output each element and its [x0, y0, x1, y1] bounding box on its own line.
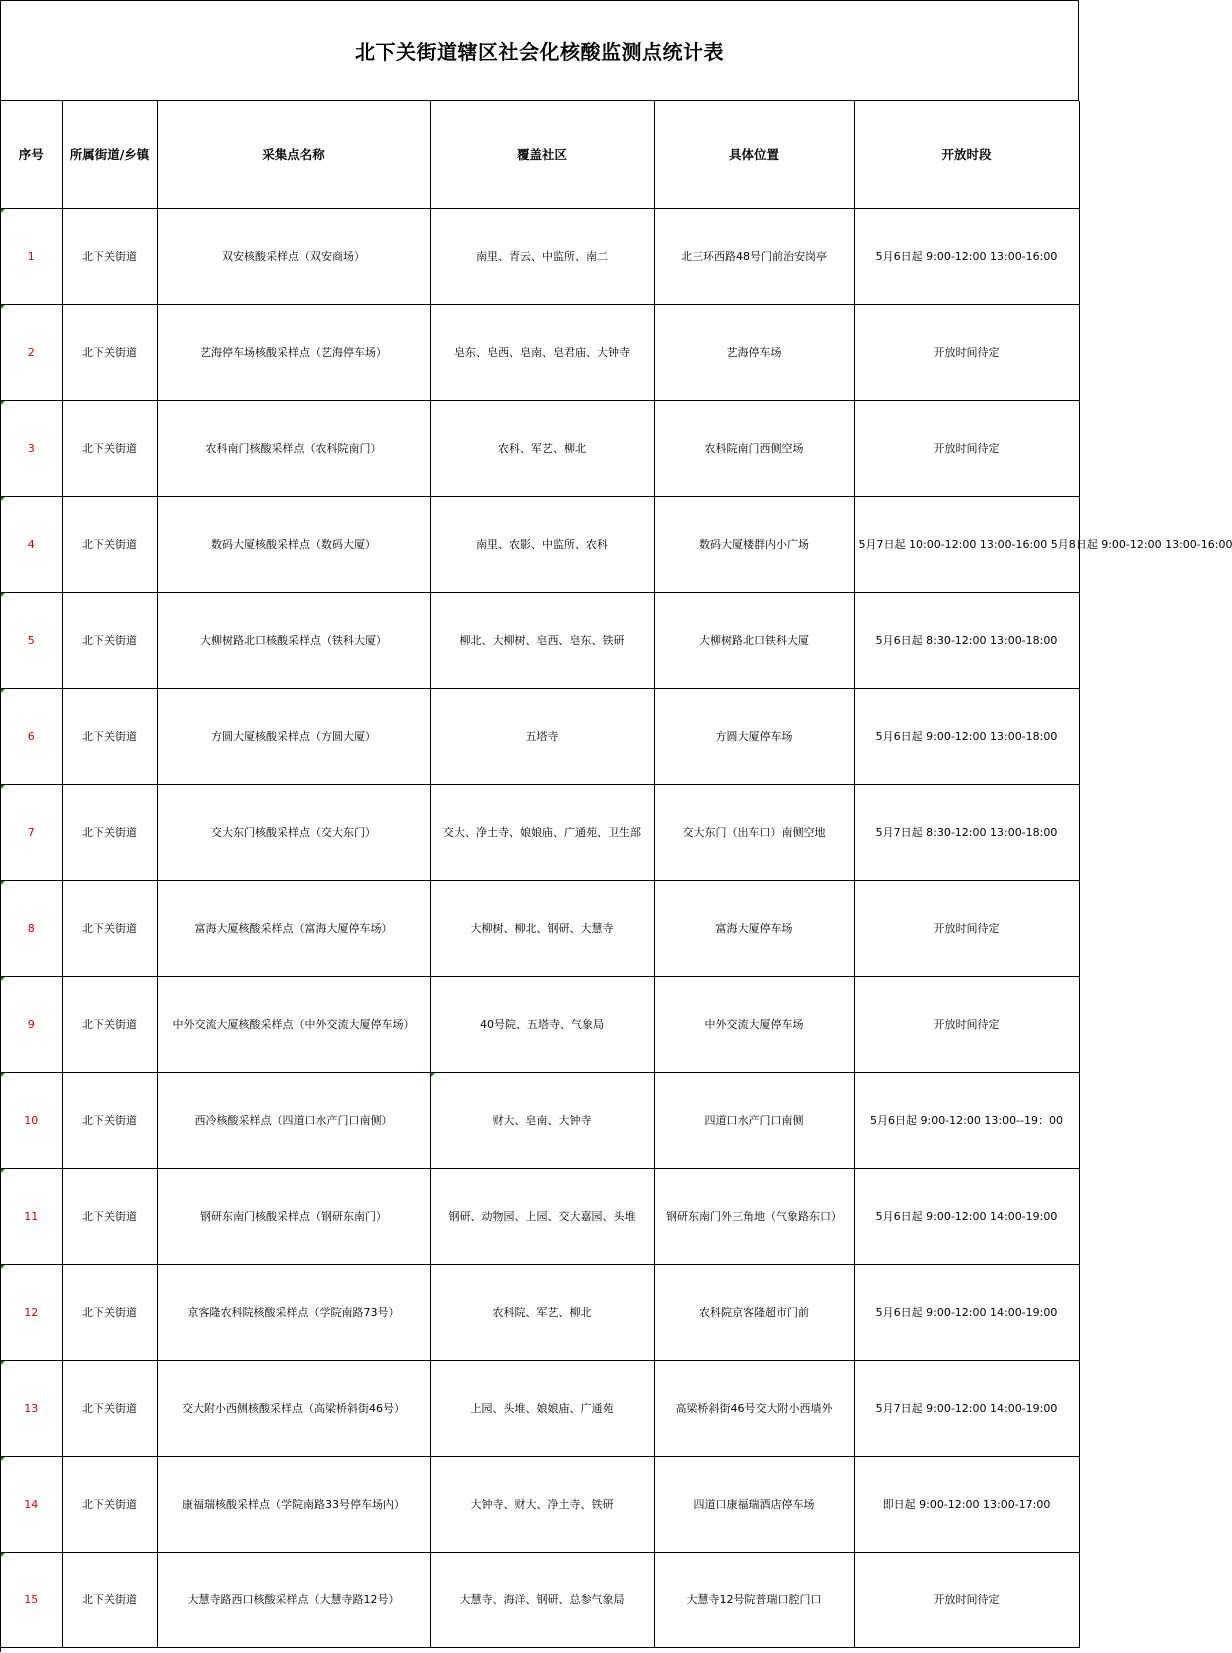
cell-communities[interactable]: 财大、皂南、大钟寺 [430, 1073, 654, 1169]
cell-location[interactable]: 钢研东南门外三角地（气象路东口） [654, 1169, 854, 1265]
cell-hours[interactable]: 5月6日起 9:00-12:00 14:00-19:00 [854, 1169, 1079, 1265]
cell-seq[interactable]: 4 [1, 497, 62, 593]
cell-communities[interactable]: 大柳树、柳北、钢研、大慧寺 [430, 881, 654, 977]
cell-site-name[interactable]: 钢研东南门核酸采样点（钢研东南门） [157, 1169, 430, 1265]
cell-location[interactable]: 方圆大厦停车场 [654, 689, 854, 785]
cell-site-name[interactable]: 大柳树路北口核酸采样点（铁科大厦） [157, 593, 430, 689]
table-row [1, 881, 1079, 977]
header-seq: 序号 [1, 101, 62, 209]
cell-district[interactable]: 北下关街道 [62, 497, 157, 593]
cell-hours[interactable]: 5月7日起 9:00-12:00 14:00-19:00 [854, 1361, 1079, 1457]
cell-hours[interactable]: 即日起 9:00-12:00 13:00-17:00 [854, 1457, 1079, 1553]
cell-district[interactable]: 北下关街道 [62, 1361, 157, 1457]
cell-seq[interactable]: 13 [1, 1361, 62, 1457]
cell-seq[interactable]: 12 [1, 1265, 62, 1361]
table-row [1, 1457, 1079, 1553]
cell-seq[interactable]: 9 [1, 977, 62, 1073]
table-row [1, 785, 1079, 881]
cell-communities[interactable]: 农科院、军艺、柳北 [430, 1265, 654, 1361]
cell-location[interactable]: 大慧寺12号院普瑞口腔门口 [654, 1553, 854, 1648]
cell-site-name[interactable]: 交大附小西侧核酸采样点（高梁桥斜街46号） [157, 1361, 430, 1457]
table-row [1, 977, 1079, 1073]
cell-location[interactable]: 农科院南门西侧空场 [654, 401, 854, 497]
cell-seq[interactable]: 7 [1, 785, 62, 881]
cell-district[interactable]: 北下关街道 [62, 1073, 157, 1169]
cell-location[interactable]: 交大东门（出车口）南侧空地 [654, 785, 854, 881]
cell-district[interactable]: 北下关街道 [62, 593, 157, 689]
cell-seq[interactable]: 3 [1, 401, 62, 497]
cell-hours[interactable]: 5月6日起 9:00-12:00 14:00-19:00 [854, 1265, 1079, 1361]
cell-district[interactable]: 北下关街道 [62, 689, 157, 785]
cell-site-name[interactable]: 双安核酸采样点（双安商场） [157, 209, 430, 305]
cell-location[interactable]: 富海大厦停车场 [654, 881, 854, 977]
cell-marker-icon [1, 785, 5, 789]
table-row [1, 1553, 1079, 1648]
cell-site-name[interactable]: 中外交流大厦核酸采样点（中外交流大厦停车场） [157, 977, 430, 1073]
cell-marker-icon [1, 593, 5, 597]
cell-hours[interactable]: 5月6日起 9:00-12:00 13:00-16:00 [854, 209, 1079, 305]
page-title: 北下关街道辖区社会化核酸监测点统计表 [355, 40, 724, 64]
cell-communities[interactable]: 40号院、五塔寺、气象局 [430, 977, 654, 1073]
cell-hours[interactable]: 开放时间待定 [854, 881, 1079, 977]
cell-seq[interactable]: 11 [1, 1169, 62, 1265]
table-row [1, 1169, 1079, 1265]
cell-marker-icon [1, 497, 5, 501]
cell-marker-icon [1, 881, 5, 885]
table-row [1, 209, 1079, 305]
cell-hours[interactable]: 开放时间待定 [854, 977, 1079, 1073]
cell-communities[interactable]: 南里、农影、中监所、农科 [430, 497, 654, 593]
cell-communities[interactable]: 上园、头堆、娘娘庙、广通苑 [430, 1361, 654, 1457]
cell-location[interactable]: 艺海停车场 [654, 305, 854, 401]
cell-site-name[interactable]: 方圆大厦核酸采样点（方圆大厦） [157, 689, 430, 785]
cell-district[interactable]: 北下关街道 [62, 209, 157, 305]
cell-site-name[interactable]: 大慧寺路西口核酸采样点（大慧寺路12号） [157, 1553, 430, 1648]
table-row [1, 689, 1079, 785]
cell-marker-icon [1, 401, 5, 405]
table-row [1, 401, 1079, 497]
cell-marker-icon [1, 689, 5, 693]
cell-site-name[interactable]: 交大东门核酸采样点（交大东门） [157, 785, 430, 881]
cell-hours[interactable]: 5月7日起 10:00-12:00 13:00-16:00 5月8日起 9:00-12:00 13:00-16:00 [854, 497, 1079, 593]
cell-district[interactable]: 北下关街道 [62, 1265, 157, 1361]
cell-hours[interactable]: 开放时间待定 [854, 305, 1079, 401]
cell-seq[interactable]: 14 [1, 1457, 62, 1553]
cell-location[interactable]: 农科院京客隆超市门前 [654, 1265, 854, 1361]
table-row [1, 1265, 1079, 1361]
cell-marker-icon [1, 1169, 5, 1173]
cell-hours[interactable]: 开放时间待定 [854, 401, 1079, 497]
cell-seq[interactable]: 15 [1, 1553, 62, 1648]
cell-district[interactable]: 北下关街道 [62, 881, 157, 977]
cell-seq[interactable]: 8 [1, 881, 62, 977]
cell-site-name[interactable]: 数码大厦核酸采样点（数码大厦） [157, 497, 430, 593]
cell-communities[interactable]: 五塔寺 [430, 689, 654, 785]
header-district: 所属街道/乡镇 [62, 101, 157, 209]
cell-site-name[interactable]: 农科南门核酸采样点（农科院南门） [157, 401, 430, 497]
cell-communities[interactable]: 钢研、动物园、上园、交大嘉园、头堆 [430, 1169, 654, 1265]
cell-district[interactable]: 北下关街道 [62, 1457, 157, 1553]
cell-communities[interactable]: 柳北、大柳树、皂西、皂东、铁研 [430, 593, 654, 689]
cell-marker-icon [1, 1265, 5, 1269]
cell-location[interactable]: 数码大厦楼群内小广场 [654, 497, 854, 593]
cell-communities[interactable]: 农科、军艺、柳北 [430, 401, 654, 497]
cell-marker-icon [1, 305, 5, 309]
table-row [1, 593, 1079, 689]
cell-hours[interactable]: 5月7日起 8:30-12:00 13:00-18:00 [854, 785, 1079, 881]
cell-location[interactable]: 四道口水产门口南侧 [654, 1073, 854, 1169]
cell-marker-icon [1, 1361, 5, 1365]
cell-site-name[interactable]: 艺海停车场核酸采样点（艺海停车场） [157, 305, 430, 401]
cell-communities[interactable]: 南里、青云、中监所、南二 [430, 209, 654, 305]
cell-communities[interactable]: 大慧寺、海洋、钢研、总参气象局 [430, 1553, 654, 1648]
table-row [1, 497, 1079, 593]
cell-district[interactable]: 北下关街道 [62, 977, 157, 1073]
cell-district[interactable]: 北下关街道 [62, 305, 157, 401]
cell-marker-icon [1, 209, 5, 213]
table-row [1, 1073, 1079, 1169]
cell-district[interactable]: 北下关街道 [62, 1169, 157, 1265]
title-cell [1, 1, 1079, 101]
cell-hours[interactable]: 5月6日起 8:30-12:00 13:00-18:00 [854, 593, 1079, 689]
cell-seq[interactable]: 1 [1, 209, 62, 305]
cell-marker-icon [1, 1553, 5, 1557]
cell-marker-icon [431, 1073, 435, 1077]
cell-district[interactable]: 北下关街道 [62, 785, 157, 881]
cell-seq[interactable]: 2 [1, 305, 62, 401]
cell-seq[interactable]: 5 [1, 593, 62, 689]
cell-marker-icon [1, 1457, 5, 1461]
header-communities: 覆盖社区 [430, 101, 654, 209]
cell-district[interactable]: 北下关街道 [62, 1553, 157, 1648]
cell-site-name[interactable]: 京客隆农科院核酸采样点（学院南路73号） [157, 1265, 430, 1361]
table-row [1, 305, 1079, 401]
cell-communities[interactable]: 大钟寺、财大、净土寺、铁研 [430, 1457, 654, 1553]
header-row [1, 101, 1079, 209]
cell-seq[interactable]: 6 [1, 689, 62, 785]
cell-hours[interactable]: 5月6日起 9:00-12:00 13:00-18:00 [854, 689, 1079, 785]
cell-location[interactable]: 高梁桥斜街46号交大附小西墙外 [654, 1361, 854, 1457]
cell-site-name[interactable]: 富海大厦核酸采样点（富海大厦停车场） [157, 881, 430, 977]
cell-communities[interactable]: 交大、净土寺、娘娘庙、广通苑、卫生部 [430, 785, 654, 881]
cell-district[interactable]: 北下关街道 [62, 401, 157, 497]
cell-marker-icon [1, 977, 5, 981]
header-hours: 开放时段 [854, 101, 1079, 209]
nucleic-acid-sites-table [1, 101, 1232, 1648]
cell-location[interactable]: 北三环西路48号门前治安岗亭 [654, 209, 854, 305]
cell-seq[interactable]: 10 [1, 1073, 62, 1169]
cell-location[interactable]: 大柳树路北口铁科大厦 [654, 593, 854, 689]
cell-marker-icon [1, 1073, 5, 1077]
cell-location[interactable]: 四道口康福瑞酒店停车场 [654, 1457, 854, 1553]
cell-hours[interactable]: 开放时间待定 [854, 1553, 1079, 1648]
cell-site-name[interactable]: 西冷核酸采样点（四道口水产门口南侧） [157, 1073, 430, 1169]
header-site-name: 采集点名称 [157, 101, 430, 209]
cell-location[interactable]: 中外交流大厦停车场 [654, 977, 854, 1073]
table-row [1, 1361, 1079, 1457]
cell-communities[interactable]: 皂东、皂西、皂南、皂君庙、大钟寺 [430, 305, 654, 401]
cell-hours[interactable]: 5月6日起 9:00-12:00 13:00--19：00 [854, 1073, 1079, 1169]
header-location: 具体位置 [654, 101, 854, 209]
cell-site-name[interactable]: 康福瑞核酸采样点（学院南路33号停车场内） [157, 1457, 430, 1553]
